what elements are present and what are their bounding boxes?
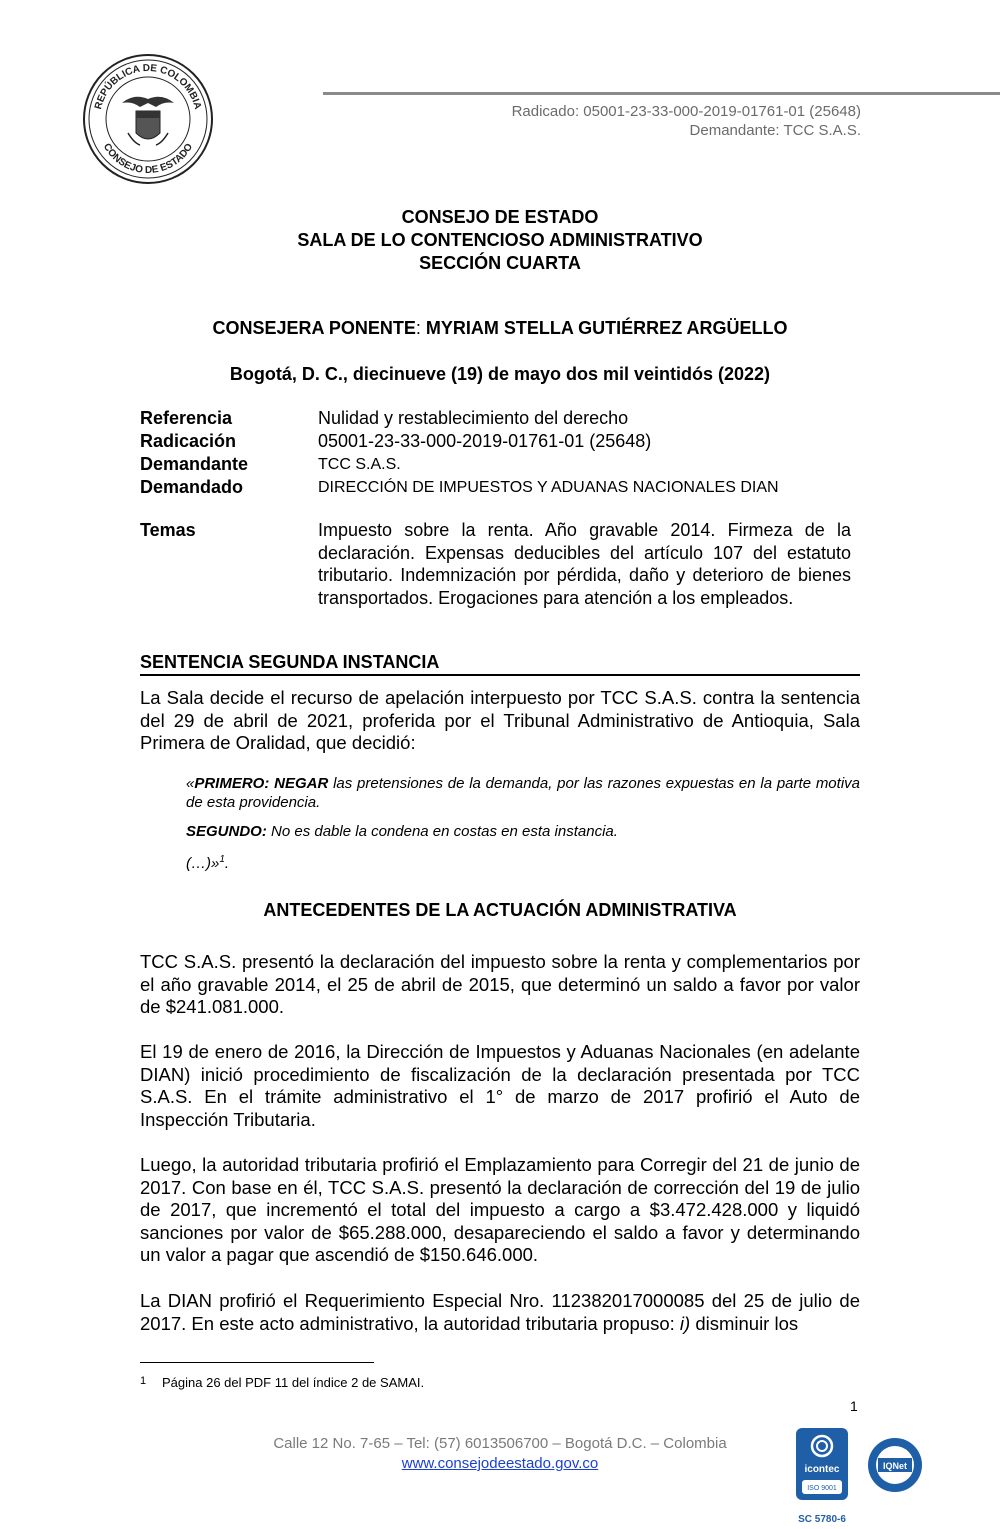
court-title-line1: CONSEJO DE ESTADO — [401, 207, 599, 227]
header-rule — [323, 92, 1000, 95]
reference-key: Referencia — [140, 408, 233, 428]
court-title-line3: SECCIÓN CUARTA — [419, 253, 581, 273]
seal-text-bottom: CONSEJO DE ESTADO — [100, 141, 196, 177]
footer — [0, 1434, 1000, 1474]
consejo-de-estado-seal — [82, 53, 214, 185]
antecedentes-paragraph-1: TCC S.A.S. presentó la declaración del impuesto sobre la renta y complementarios por el año gravable 2014, el 25 de abril de 2015, que determinó un saldo a favor por valor de $241.081.000. — [140, 951, 860, 1017]
court-title-line2: SALA DE LO CONTENCIOSO ADMINISTRATIVO — [297, 230, 703, 250]
header-radicado: Radicado: 05001-23-33-000-2019-01761-01 (25648) — [511, 103, 861, 120]
antecedentes-heading: ANTECEDENTES DE LA ACTUACIÓN ADMINISTRATIVA — [263, 900, 737, 920]
quote-ellipsis-end: . — [224, 855, 230, 872]
footer-website-link[interactable]: www.consejodeestado.gov.co — [401, 1455, 599, 1472]
sc-code: SC 5780-6 — [798, 1514, 846, 1525]
p4-text-a: La DIAN profirió el Requerimiento Especial Nro. 112382017000085 del 25 de julio de 2017. En este acto administrativo, la autoridad tributaria propuso: — [140, 1290, 860, 1334]
quote-open: « — [186, 775, 195, 792]
quote-ellipsis — [186, 850, 860, 873]
temas-row — [140, 519, 860, 609]
reference-value: Nulidad y restablecimiento del derecho — [318, 408, 629, 428]
icontec-label: icontec — [804, 1464, 840, 1475]
quote-segundo-bold: SEGUNDO: — [186, 823, 267, 840]
temas-key: Temas — [140, 520, 196, 540]
p4-text-b: disminuir los — [690, 1312, 799, 1334]
footnote-number: 1 — [140, 1375, 147, 1387]
reference-key: Demandante — [140, 454, 249, 474]
court-title — [0, 206, 1000, 275]
reference-row — [140, 453, 860, 476]
quote-primero-bold: PRIMERO: NEGAR — [194, 775, 329, 792]
ponente-label: CONSEJERA PONENTE — [212, 318, 416, 338]
antecedentes-paragraph-4 — [140, 1290, 860, 1335]
sentencia-heading: SENTENCIA SEGUNDA INSTANCIA — [140, 652, 440, 672]
iqnet-label: IQNet — [882, 1461, 908, 1471]
reference-table — [140, 407, 860, 499]
reference-key: Demandado — [140, 477, 244, 497]
quote-segundo — [186, 822, 860, 841]
footnote — [140, 1375, 424, 1390]
quote-segundo-text: No es dable la condena en costas en esta instancia. — [266, 823, 618, 840]
svg-text:CONSEJO DE ESTADO — [101, 142, 195, 176]
page-number: 1 — [850, 1398, 858, 1414]
reference-row — [140, 476, 860, 499]
sentencia-rule — [140, 674, 860, 676]
header-demandante: Demandante: TCC S.A.S. — [689, 122, 861, 139]
ponente-name: MYRIAM STELLA GUTIÉRREZ ARGÜELLO — [425, 318, 788, 338]
reference-value: TCC S.A.S. — [318, 456, 401, 473]
p4-italic: i) — [679, 1312, 691, 1334]
reference-value: DIRECCIÓN DE IMPUESTOS Y ADUANAS NACIONALES DIAN — [318, 479, 779, 496]
reference-key: Radicación — [140, 431, 237, 451]
date-line: Bogotá, D. C., diecinueve (19) de mayo dos mil veintidós (2022) — [229, 364, 771, 384]
reference-value: 05001-23-33-000-2019-01761-01 (25648) — [318, 431, 652, 451]
antecedentes-paragraph-3: Luego, la autoridad tributaria profirió el Emplazamiento para Corregir del 21 de junio de 2017. Con base en él, TCC S.A.S. presentó la declaración de corrección del 19 de julio de 2017, que incrementó el total del impuesto a cargo a $3.472.428.000 y liquidó sanciones por valor de $65.288.000, desapareciendo el saldo a favor y determinando un valor a pagar que ascendió de $150.646.000. — [140, 1154, 860, 1265]
footer-address: Calle 12 No. 7-65 – Tel: (57) 6013506700 – Bogotá D.C. – Colombia — [273, 1435, 727, 1452]
iso-label: ISO 9001 — [807, 1485, 837, 1492]
reference-row — [140, 407, 860, 430]
temas-value: Impuesto sobre la renta. Año gravable 2014. Firmeza de la declaración. Expensas deducibles del artículo 107 del estatuto tributario. Indemnización por pérdida, daño y deterioro de bienes transportados. Erogaciones para atención a los empleados. — [318, 520, 851, 608]
footnote-ref[interactable]: 1 — [219, 854, 225, 865]
footnote-rule — [140, 1362, 374, 1363]
sentencia-intro: La Sala decide el recurso de apelación interpuesto por TCC S.A.S. contra la sentencia del 29 de abril de 2021, proferida por el Tribunal Administrativo de Antioquia, Sala Primera de Oralidad, que decidió: — [140, 687, 860, 753]
seal-text-top: REPÚBLICA DE COLOMBIA — [93, 62, 203, 111]
iqnet-certification-icon — [866, 1436, 924, 1494]
reference-row — [140, 430, 860, 453]
antecedentes-paragraph-2: El 19 de enero de 2016, la Dirección de Impuestos y Aduanas Nacionales (en adelante DIAN) inició procedimiento de fiscalización de la declaración presentada por TCC S.A.S. En el trámite administrativo el 1° de marzo de 2017 profirió el Auto de Inspección Tributaria. — [140, 1041, 860, 1130]
icontec-certification-icon — [794, 1428, 850, 1526]
ponente-line: CONSEJERA PONENTE: MYRIAM STELLA GUTIÉRREZ ARGÜELLO — [212, 318, 788, 338]
footnote-text: Página 26 del PDF 11 del índice 2 de SAMAI. — [162, 1375, 425, 1390]
header-info — [512, 102, 861, 140]
quote-ellipsis-text: (…)» — [186, 855, 220, 872]
quote-primero-text: las pretensiones de la demanda, por las razones expuestas en la parte motiva de esta providencia. — [186, 775, 860, 811]
quote-primero — [186, 774, 860, 812]
